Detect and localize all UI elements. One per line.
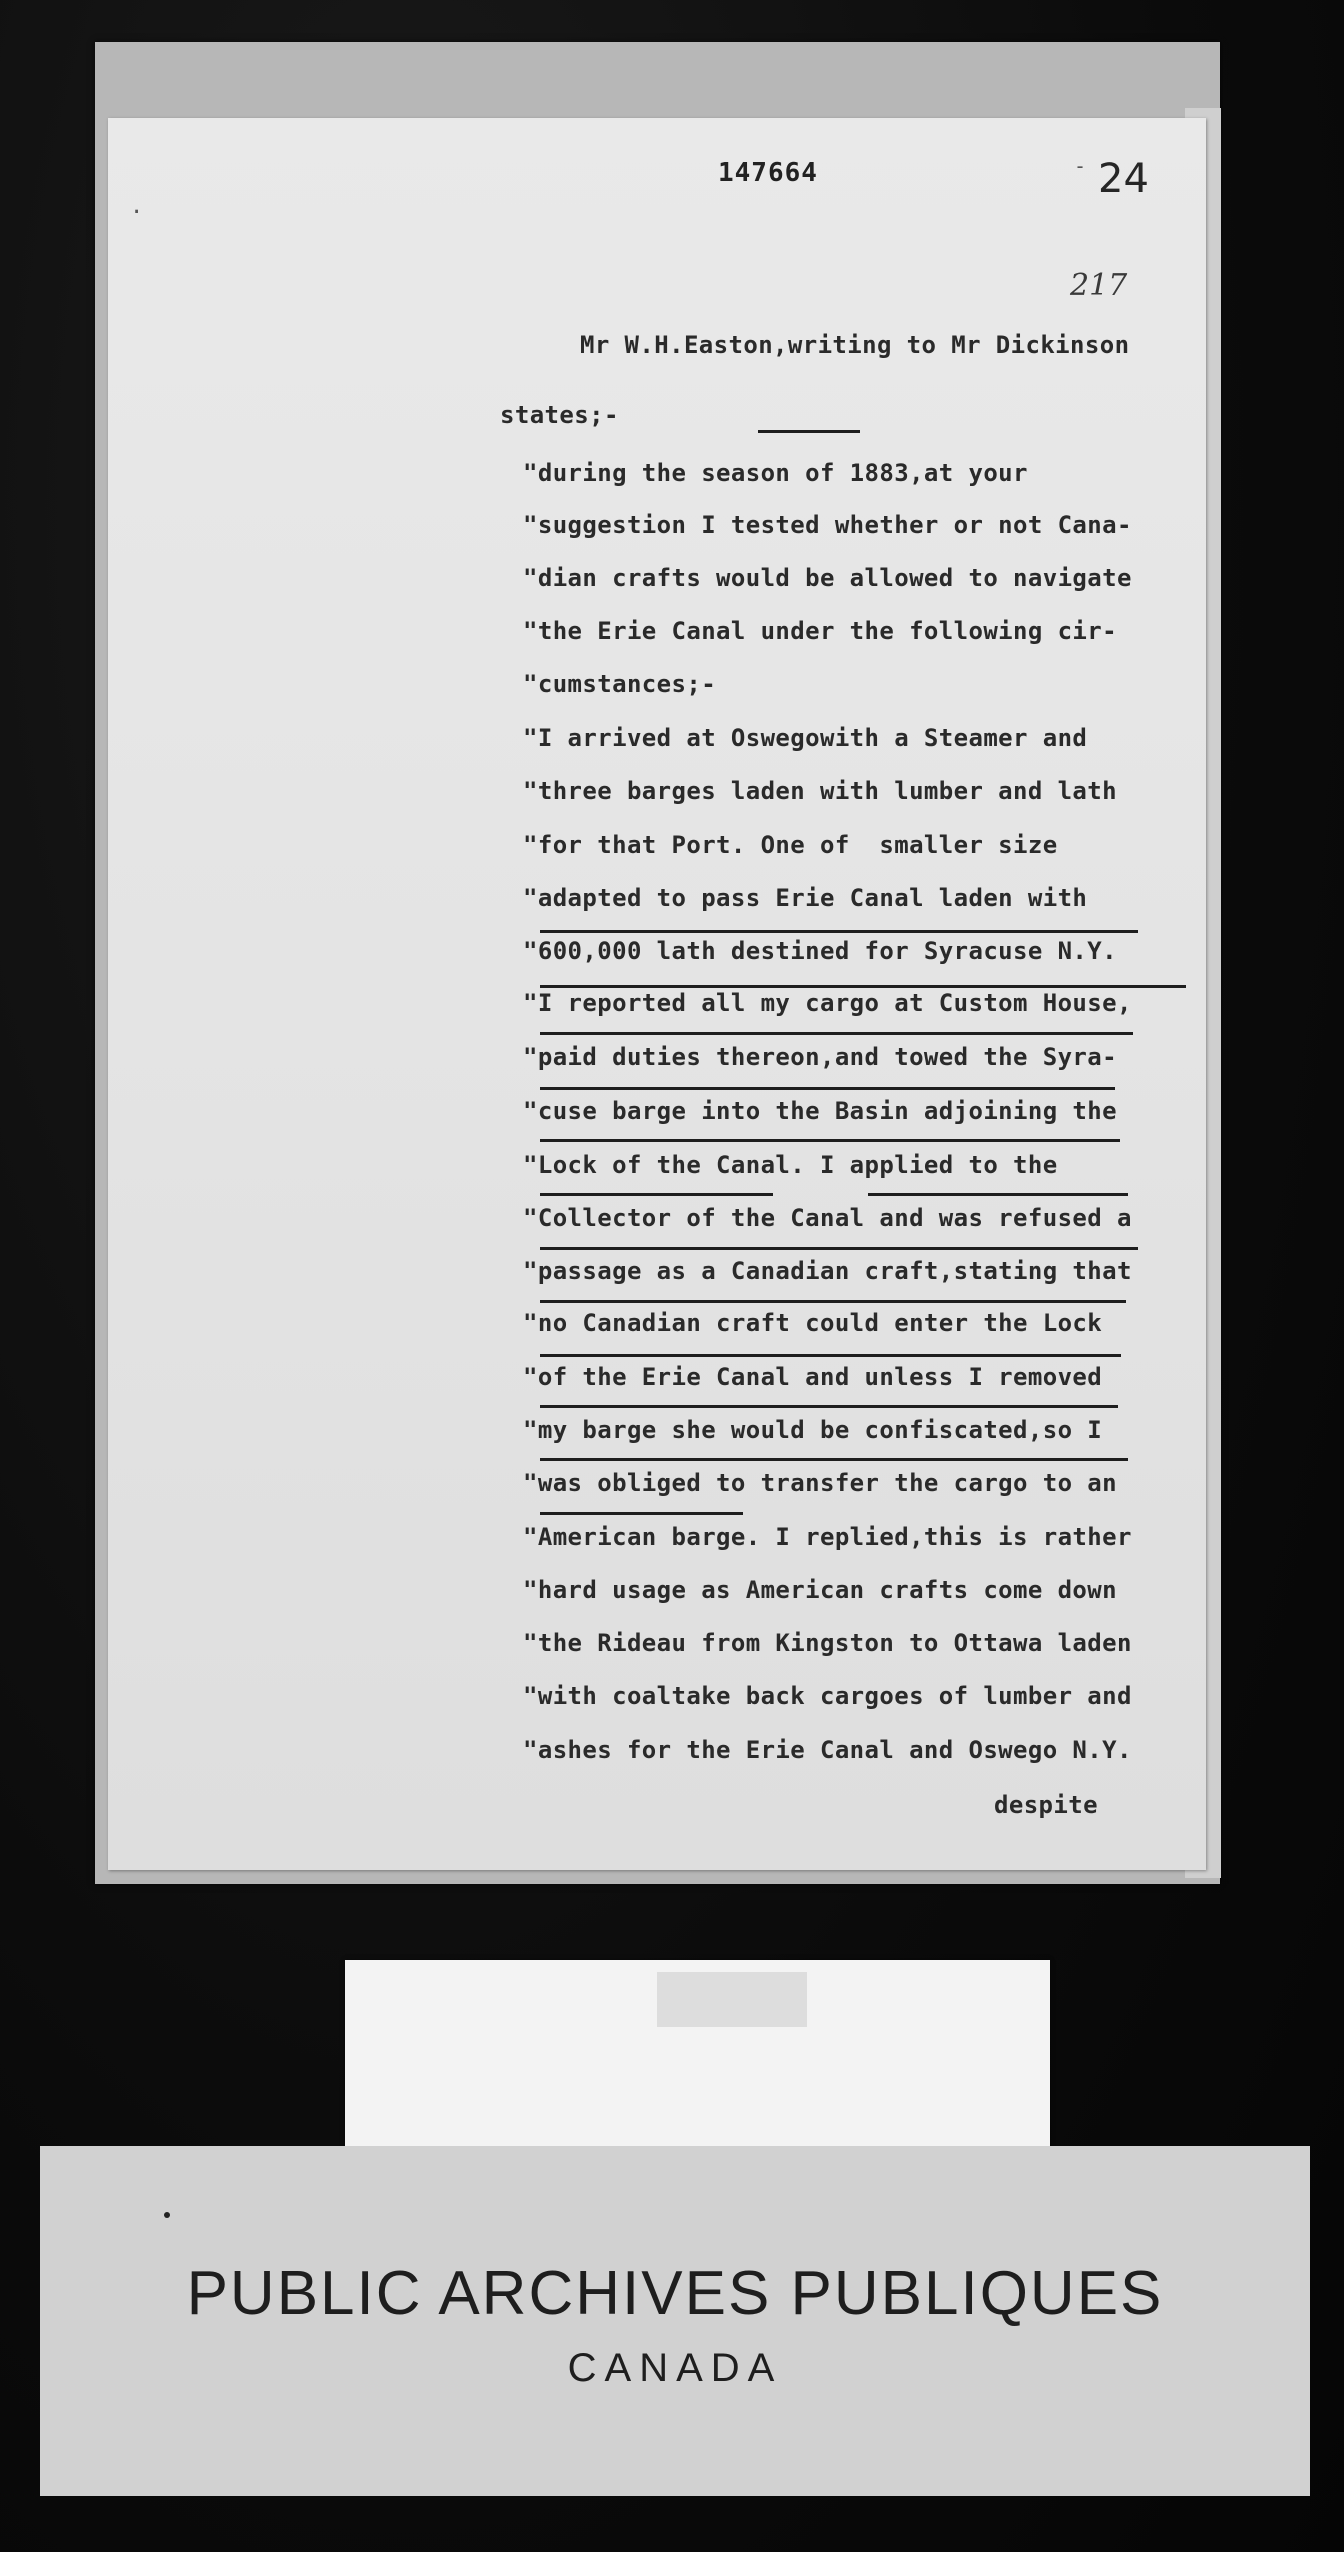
letter-line: "cumstances;- <box>523 670 717 698</box>
handwritten-underline <box>540 1512 743 1515</box>
label-tape <box>657 1972 807 2027</box>
handwritten-underline <box>540 1247 1138 1250</box>
letter-line: "my barge she would be confiscated,so I <box>523 1416 1103 1444</box>
letter-line: "dian crafts would be allowed to navigate <box>523 564 1132 592</box>
handwritten-underline <box>540 1405 1118 1408</box>
letter-line: "Lock of the Canal. I applied to the <box>523 1151 1058 1179</box>
letter-line: states;- <box>500 401 619 429</box>
letter-line: "was obliged to transfer the cargo to an <box>523 1469 1117 1497</box>
handwritten-underline <box>540 1354 1121 1357</box>
letter-line: despite <box>994 1791 1098 1819</box>
letter-line: "passage as a Canadian craft,stating that <box>523 1257 1132 1285</box>
letter-line: "Collector of the Canal and was refused a <box>523 1204 1132 1232</box>
letter-line: "cuse barge into the Basin adjoining the <box>523 1097 1117 1125</box>
banner-subtitle: CANADA <box>567 2346 783 2390</box>
document-page <box>108 118 1206 1870</box>
handwritten-underline <box>540 1458 1128 1461</box>
margin-mark: · <box>130 200 144 225</box>
letter-line: "during the season of 1883,at your <box>523 459 1028 487</box>
banner-title: PUBLIC ARCHIVES PUBLIQUES <box>186 2259 1164 2328</box>
letter-line: "the Erie Canal under the following cir- <box>523 617 1117 645</box>
letter-line: "paid duties thereon,and towed the Syra- <box>523 1043 1117 1071</box>
letter-line: Mr W.H.Easton,writing to Mr Dickinson <box>580 331 1130 359</box>
letter-line: "three barges laden with lumber and lath <box>523 777 1117 805</box>
letter-line: "suggestion I tested whether or not Cana- <box>523 511 1132 539</box>
archive-banner <box>40 2146 1310 2496</box>
letter-line: "of the Erie Canal and unless I removed <box>523 1363 1103 1391</box>
letter-line: "the Rideau from Kingston to Ottawa laden <box>523 1629 1132 1657</box>
letter-line: "I arrived at Oswegowith a Steamer and <box>523 724 1088 752</box>
handwritten-underline <box>540 1300 1126 1303</box>
letter-line: "no Canadian craft could enter the Lock <box>523 1309 1103 1337</box>
handwritten-underline <box>540 1193 773 1196</box>
handwritten-underline <box>540 1032 1133 1035</box>
folio-number: 217 <box>1070 268 1128 303</box>
document-number: 147664 <box>718 158 818 188</box>
handwritten-underline <box>868 1193 1128 1196</box>
letter-line: "I reported all my cargo at Custom House, <box>523 989 1132 1017</box>
letter-line: "with coaltake back cargoes of lumber and <box>523 1682 1132 1710</box>
handwritten-underline <box>540 1139 1120 1142</box>
banner-speck <box>164 2212 170 2218</box>
letter-line: "ashes for the Erie Canal and Oswego N.Y. <box>523 1736 1132 1764</box>
handwritten-underline <box>540 1087 1115 1090</box>
handwritten-underline <box>540 985 1186 988</box>
handwritten-underline <box>758 430 860 433</box>
letter-line: "600,000 lath destined for Syracuse N.Y. <box>523 937 1117 965</box>
page-number: 24 <box>1098 156 1149 202</box>
letter-line: "American barge. I replied,this is rather <box>523 1523 1132 1551</box>
letter-line: "hard usage as American crafts come down <box>523 1576 1117 1604</box>
handwritten-underline <box>540 930 1138 933</box>
page-number-dash: - <box>1074 154 1087 178</box>
letter-line: "for that Port. One of smaller size <box>523 831 1058 859</box>
letter-line: "adapted to pass Erie Canal laden with <box>523 884 1088 912</box>
